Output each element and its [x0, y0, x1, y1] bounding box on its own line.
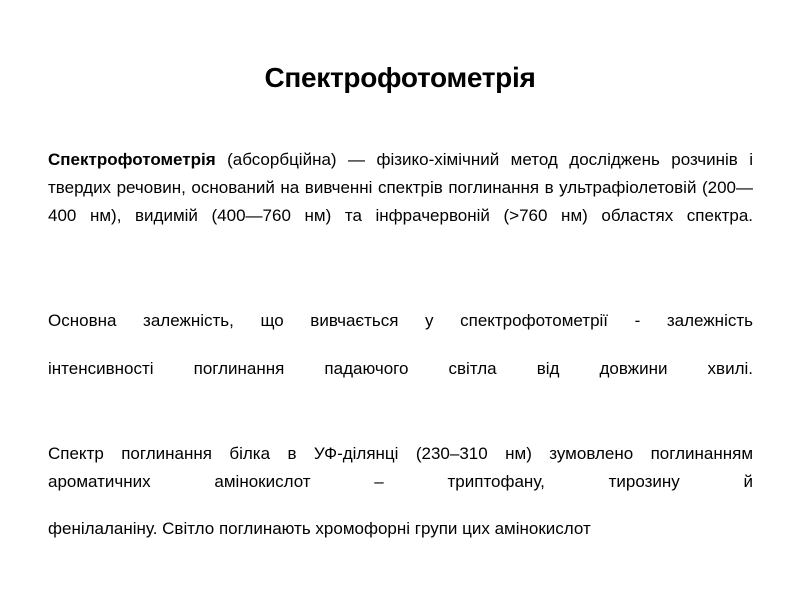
- slide-title: Спектрофотометрія: [264, 62, 536, 93]
- paragraph-main-dependency-line2: інтенсивності поглинання падаючого світла від довжини хвилі.: [48, 359, 753, 378]
- paragraph-protein-spectrum: Спектр поглинання білка в УФ-ділянці (230–310 нм) зумовлено поглинанням ароматичних амінокислот – триптофану, тирозину й: [48, 444, 753, 491]
- paragraph-chromophores: фенілаланіну. Світло поглинають хромофорні групи цих амінокислот: [48, 519, 591, 538]
- definition-term: Спектрофотометрія: [48, 150, 216, 169]
- paragraph-main-dependency-line1: Основна залежність, що вивчається у спектрофотометрії - залежність: [48, 311, 753, 330]
- paragraph-definition: [48, 146, 753, 230]
- definition-text: (абсорбційна) — фізико-хімічний метод досліджень розчинів і твердих речовин, оснований на вивченні спектрів поглинання в ультрафіолетовій (200—400 нм), видимій (400—760 нм) та інфрачервоній (>760 нм) областях спектра.: [48, 150, 753, 225]
